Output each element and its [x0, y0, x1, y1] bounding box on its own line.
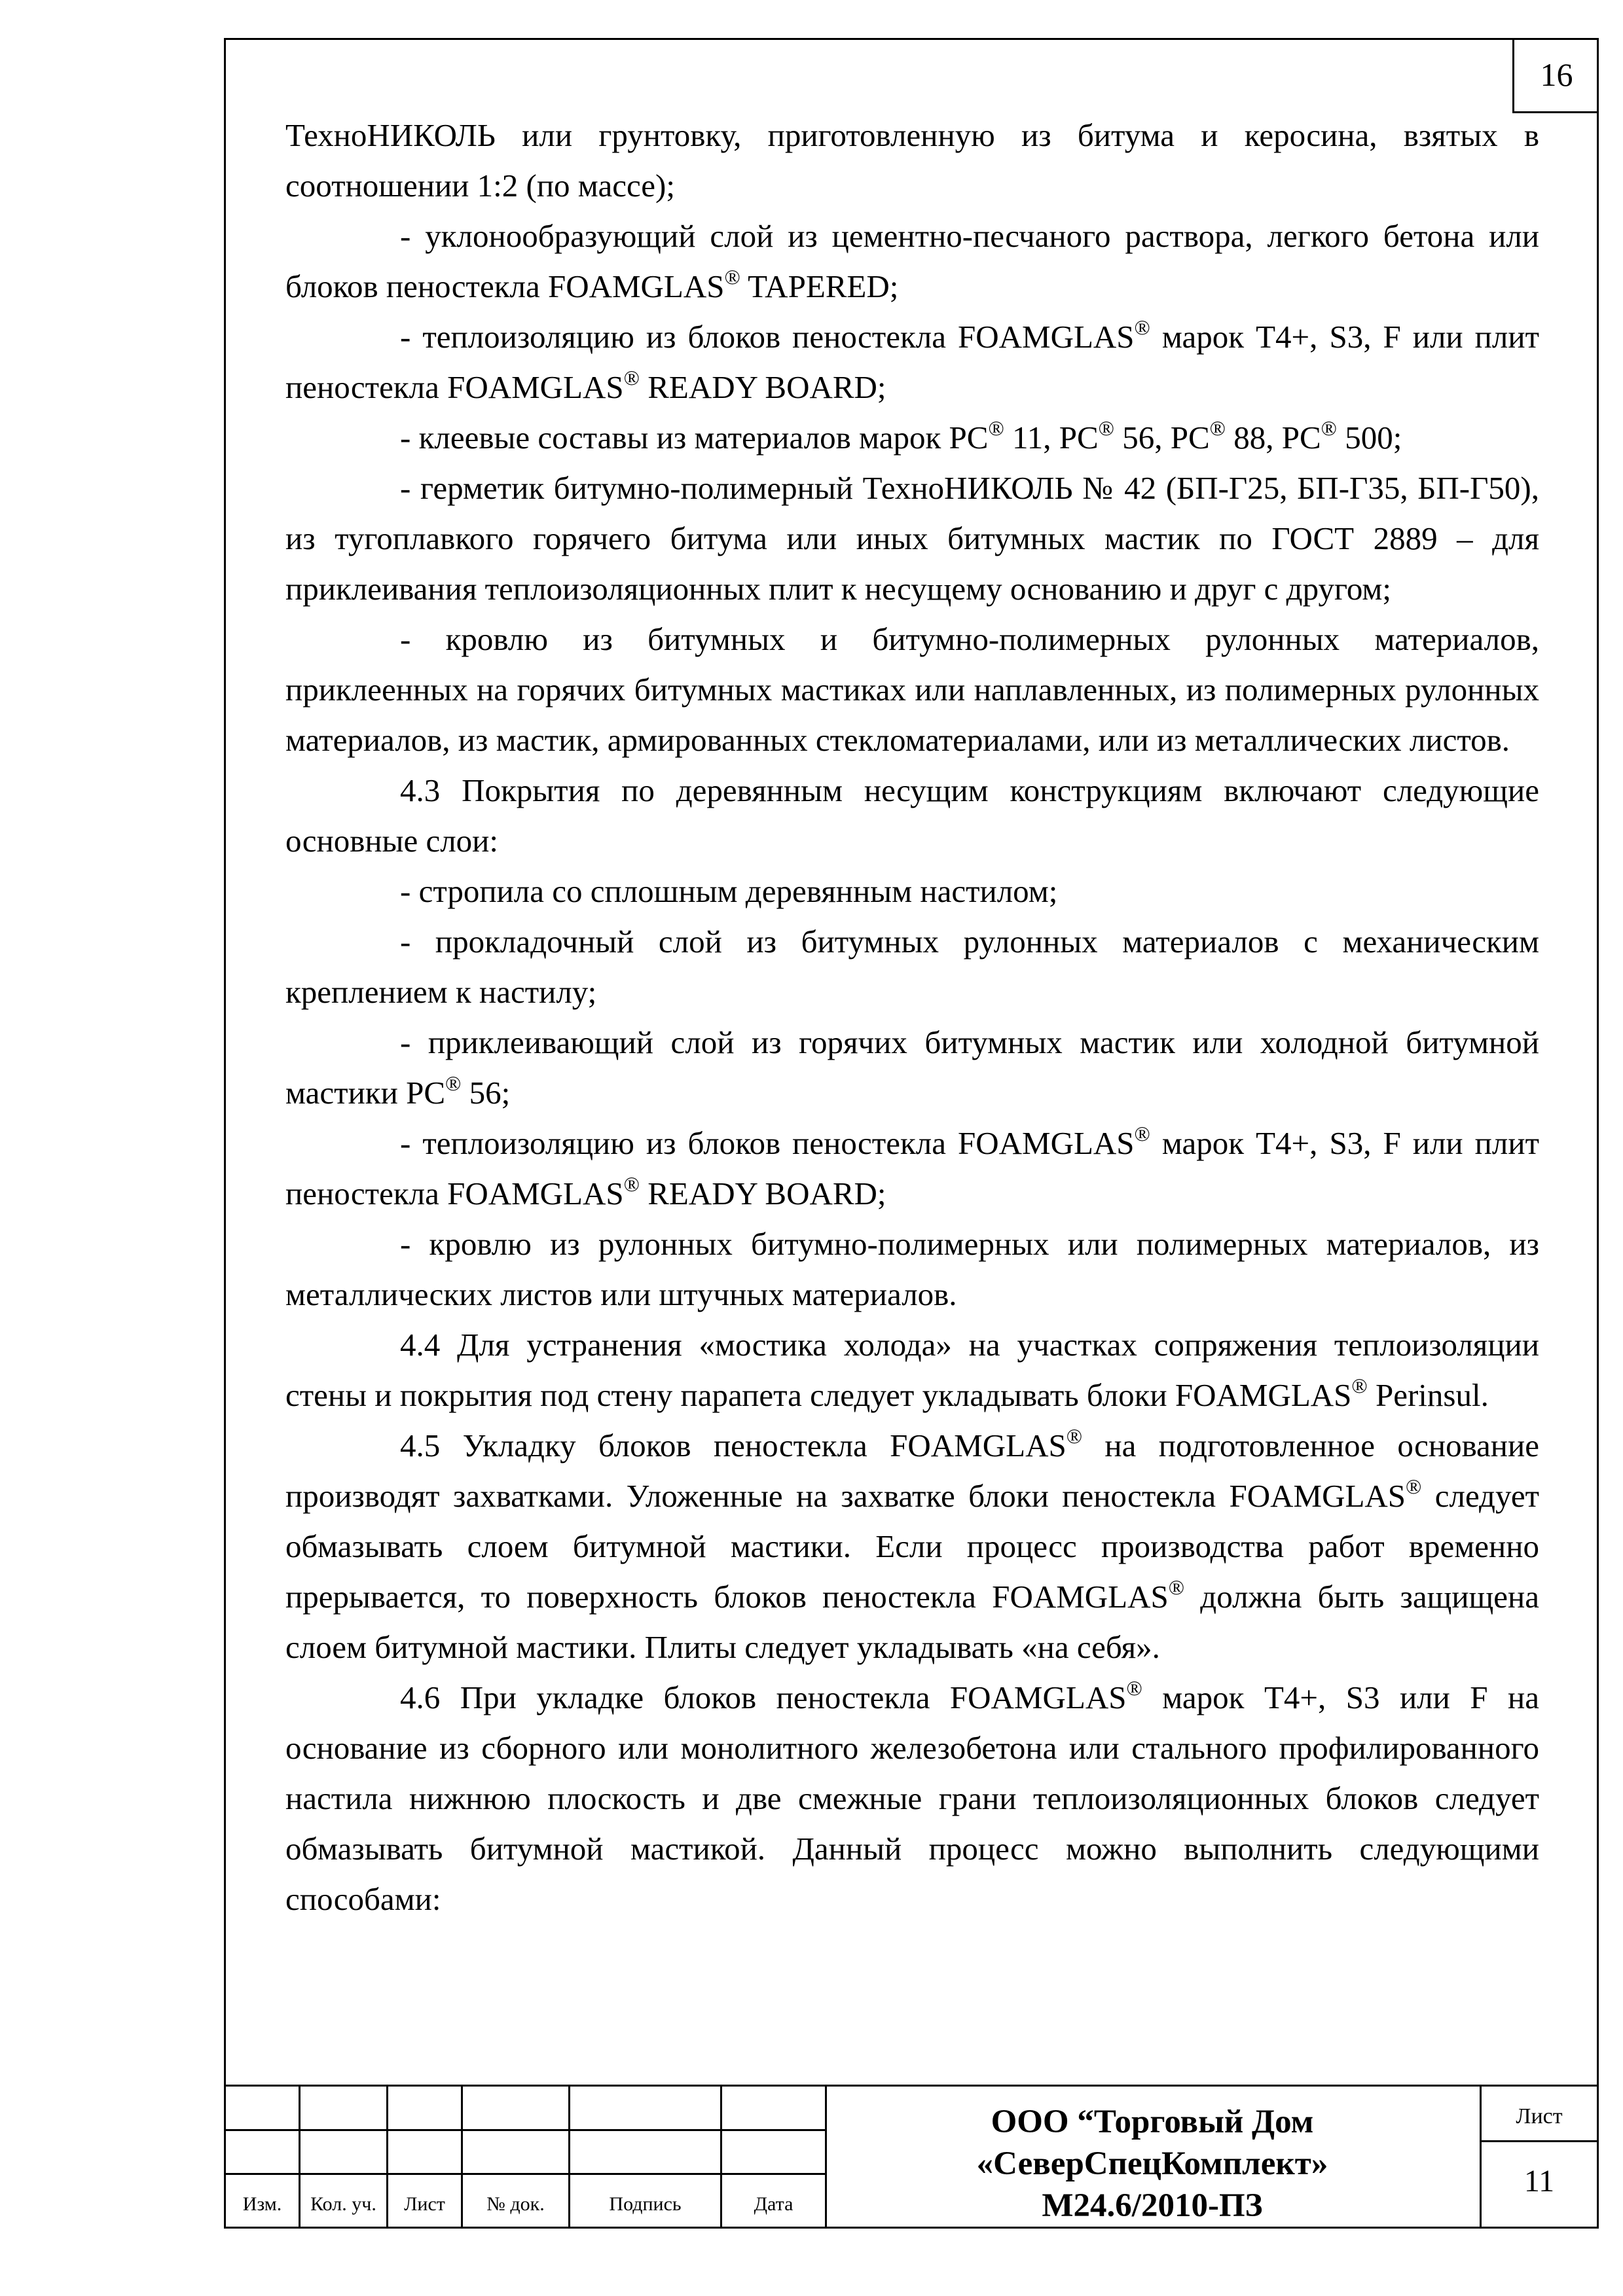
registered-mark: ® — [623, 1172, 640, 1196]
registered-mark: ® — [623, 365, 640, 389]
registered-mark: ® — [1066, 1424, 1083, 1448]
paragraph — [285, 211, 1539, 312]
col-kol-uch: Кол. уч. — [310, 2193, 376, 2215]
text-segment: 88, PC — [1225, 420, 1321, 456]
text-segment: - теплоизоляцию из блоков пеностекла FOAMGLAS — [400, 319, 1135, 355]
registered-mark: ® — [1126, 1676, 1142, 1700]
text-segment: марок T4+, S3, F или плит пеностекла FOAMGLAS — [285, 319, 1539, 405]
text-segment: марок T4+, S3, F или плит пеностекла FOAMGLAS — [285, 1125, 1539, 1211]
text-segment: 4.4 Для устранения «мостика холода» на участках сопряжения теплоизоляции стены и покрытия под стену парапета следует укладывать блоки FOAMGLAS — [285, 1327, 1539, 1413]
registered-mark: ® — [1168, 1575, 1185, 1599]
org-line-1: ООО “Торговый Дом — [991, 2104, 1314, 2140]
paragraph: - стропила со сплошным деревянным настилом; — [400, 873, 1058, 909]
paragraph: ТехноНИКОЛЬ или грунтовку, приготовленную из битума и керосина, взятых в соотношении 1:2 (по массе); — [285, 117, 1539, 204]
paragraph — [285, 1672, 1539, 1924]
text-segment: TAPERED; — [740, 268, 899, 304]
text-segment: - уклонообразующий слой из цементно-песчаного раствора, легкого бетона или блоков пеностекла FOAMGLAS — [285, 218, 1539, 304]
registered-mark: ® — [1209, 416, 1226, 440]
text-segment: 4.5 Укладку блоков пеностекла FOAMGLAS — [400, 1427, 1067, 1463]
org-line-2: «СеверСпецКомплект» — [976, 2145, 1328, 2182]
page-number: 16 — [1512, 38, 1599, 113]
col-izm: Изм. — [242, 2193, 282, 2215]
col-list: Лист — [404, 2193, 445, 2215]
text-segment: 500; — [1336, 420, 1402, 456]
sheet-label: Лист — [1516, 2104, 1563, 2128]
registered-mark: ® — [1406, 1474, 1422, 1498]
text-segment: READY BOARD; — [639, 369, 886, 405]
text-segment: должна быть защищена слоем битумной мастики. Плиты следует укладывать «на себя». — [285, 1579, 1539, 1665]
paragraph: 4.3 Покрытия по деревянным несущим конструкциям включают следующие основные слои: — [285, 772, 1539, 859]
paragraph — [285, 1118, 1539, 1219]
text-segment: 4.6 При укладке блоков пеностекла FOAMGLAS — [400, 1679, 1127, 1715]
text-segment: 56, PC — [1114, 420, 1210, 456]
paragraph — [285, 1420, 1539, 1672]
paragraph: - кровлю из битумных и битумно-полимерных рулонных материалов, приклеенных на горячих битумных мастиках или наплавленных, из полимерных рулонных материалов, из мастик, армированных стекломатериалами, или из металлических листов. — [285, 621, 1539, 758]
text-segment: 11, PC — [1004, 420, 1099, 456]
paragraph: - кровлю из рулонных битумно-полимерных или полимерных материалов, из металлических листов или штучных материалов. — [285, 1226, 1539, 1312]
paragraph — [285, 412, 1539, 463]
paragraph — [285, 312, 1539, 412]
text-segment: на подготовленное основание производят захватками. Уложенные на захватке блоки пеностекла FOAMGLAS — [285, 1427, 1539, 1514]
paragraph — [285, 1319, 1539, 1420]
registered-mark: ® — [724, 264, 740, 289]
text-segment: марок T4+, S3 или F на основание из сборного или монолитного железобетона или стального профилированного настила нижнюю плоскость и две смежные грани теплоизоляционных блоков следует обмазывать битумной мастикой. Данный процесс можно выполнить следующими способами: — [285, 1679, 1539, 1917]
text-segment: - клеевые составы из материалов марок PC — [400, 420, 989, 456]
col-podpis: Подпись — [609, 2193, 682, 2215]
sheet-number: 11 — [1523, 2164, 1555, 2198]
text-segment: READY BOARD; — [639, 1175, 886, 1211]
col-data: Дата — [754, 2193, 793, 2215]
col-nom-dok: № док. — [486, 2193, 545, 2215]
registered-mark: ® — [988, 416, 1004, 440]
text-segment: - теплоизоляцию из блоков пеностекла FOAMGLAS — [400, 1125, 1135, 1161]
paragraph: - герметик битумно-полимерный ТехноНИКОЛЬ № 42 (БП-Г25, БП-Г35, БП-Г50), из тугоплавкого горячего битума или иных битумных мастик по ГОСТ 2889 – для приклеивания теплоизоляционных плит к несущему основанию и друг с другом; — [285, 470, 1539, 607]
registered-mark: ® — [1134, 1121, 1150, 1145]
organization-name — [825, 2101, 1480, 2227]
registered-mark: ® — [1134, 315, 1150, 339]
text-segment: следует обмазывать слоем битумной мастики. Если процесс производства работ временно прерывается, то поверхность блоков пеностекла FOAMGLAS — [285, 1478, 1539, 1615]
text-segment: - приклеивающий слой из горячих битумных мастик или холодной битумной мастики PC — [285, 1024, 1539, 1111]
registered-mark: ® — [1351, 1373, 1368, 1397]
paragraph: - прокладочный слой из битумных рулонных материалов с механическим креплением к настилу; — [285, 924, 1539, 1010]
registered-mark: ® — [1098, 416, 1114, 440]
document-body — [285, 110, 1539, 1924]
document-code: М24.6/2010-ПЗ — [1042, 2187, 1263, 2224]
registered-mark: ® — [1321, 416, 1337, 440]
text-segment: 56; — [461, 1075, 511, 1111]
paragraph — [285, 1017, 1539, 1118]
text-segment: Perinsul. — [1367, 1377, 1489, 1413]
registered-mark: ® — [445, 1071, 462, 1095]
